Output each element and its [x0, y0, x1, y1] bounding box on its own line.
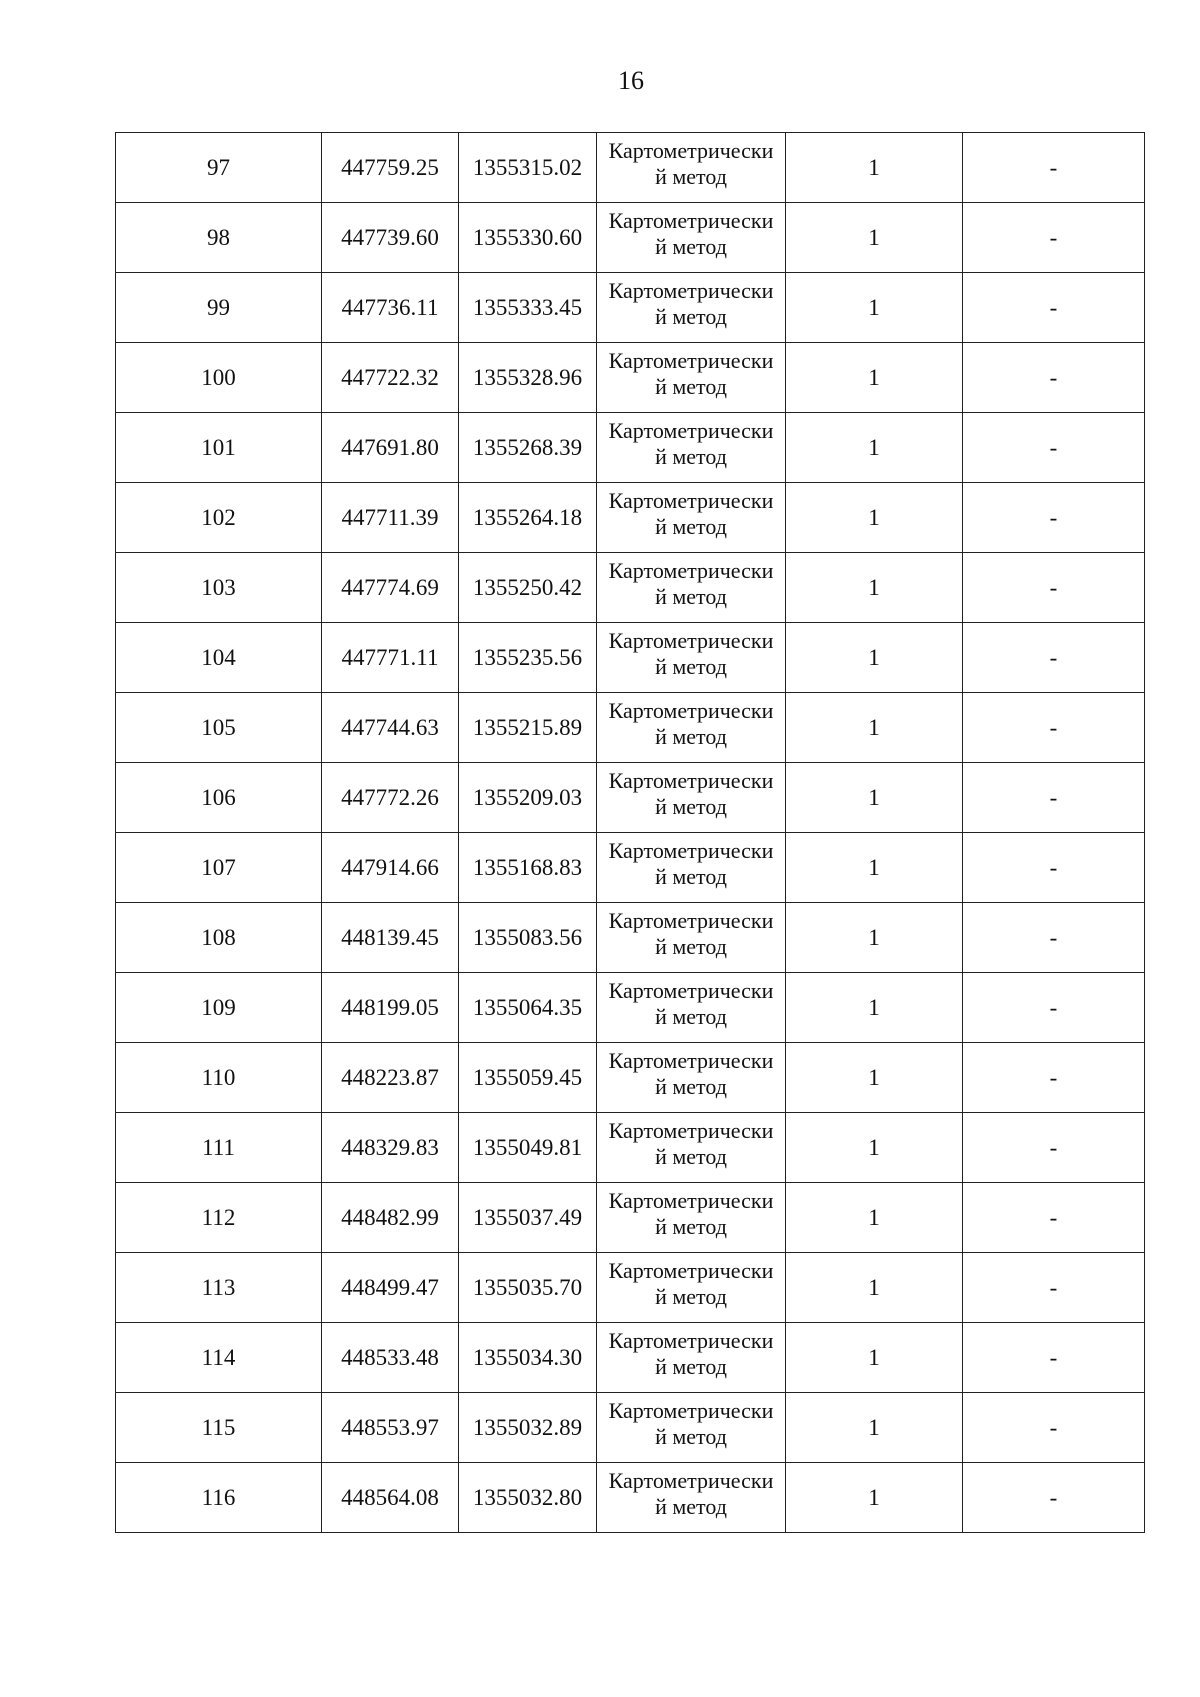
method-text-line-1: Картометрически: [608, 977, 774, 1003]
accuracy-cell: 1: [786, 203, 963, 273]
x-coordinate-cell: 447759.25: [322, 133, 459, 203]
table-row: [116, 1183, 1145, 1253]
method-cell: [597, 1463, 786, 1533]
accuracy-cell: 1: [786, 973, 963, 1043]
note-cell: -: [963, 413, 1145, 483]
note-cell: -: [963, 903, 1145, 973]
x-coordinate-cell: 448499.47: [322, 1253, 459, 1323]
note-cell: -: [963, 1323, 1145, 1393]
method-text-line-2: й метод: [655, 233, 727, 259]
method-text-line-2: й метод: [655, 1423, 727, 1449]
accuracy-cell: 1: [786, 1183, 963, 1253]
method-text-line-1: Картометрически: [608, 1187, 774, 1213]
table-row: [116, 553, 1145, 623]
table-row: [116, 903, 1145, 973]
method-cell: [597, 903, 786, 973]
accuracy-cell: 1: [786, 833, 963, 903]
note-cell: -: [963, 483, 1145, 553]
method-cell: [597, 763, 786, 833]
note-cell: -: [963, 1393, 1145, 1463]
note-cell: -: [963, 133, 1145, 203]
accuracy-cell: 1: [786, 273, 963, 343]
table-row: [116, 1323, 1145, 1393]
note-cell: -: [963, 1183, 1145, 1253]
method-text-line-2: й метод: [655, 1143, 727, 1169]
accuracy-cell: 1: [786, 343, 963, 413]
point-number-cell: 110: [116, 1043, 322, 1113]
y-coordinate-cell: 1355333.45: [459, 273, 597, 343]
page-number: 16: [618, 66, 644, 95]
method-text-line-1: Картометрически: [608, 767, 774, 793]
point-number-cell: 102: [116, 483, 322, 553]
x-coordinate-cell: 448482.99: [322, 1183, 459, 1253]
y-coordinate-cell: 1355264.18: [459, 483, 597, 553]
accuracy-cell: 1: [786, 1393, 963, 1463]
y-coordinate-cell: 1355209.03: [459, 763, 597, 833]
accuracy-cell: 1: [786, 553, 963, 623]
table-row: [116, 1113, 1145, 1183]
x-coordinate-cell: 448329.83: [322, 1113, 459, 1183]
method-text-line-2: й метод: [655, 933, 727, 959]
table-row: [116, 1043, 1145, 1113]
method-text-line-2: й метод: [655, 1283, 727, 1309]
method-cell: [597, 623, 786, 693]
method-cell: [597, 693, 786, 763]
y-coordinate-cell: 1355250.42: [459, 553, 597, 623]
method-cell: [597, 413, 786, 483]
y-coordinate-cell: 1355032.80: [459, 1463, 597, 1533]
accuracy-cell: 1: [786, 623, 963, 693]
y-coordinate-cell: 1355035.70: [459, 1253, 597, 1323]
x-coordinate-cell: 447744.63: [322, 693, 459, 763]
method-text-line-2: й метод: [655, 303, 727, 329]
method-text-line-1: Картометрически: [608, 1257, 774, 1283]
note-cell: -: [963, 1463, 1145, 1533]
table-row: [116, 413, 1145, 483]
point-number-cell: 103: [116, 553, 322, 623]
table-row: [116, 273, 1145, 343]
method-text-line-1: Картометрически: [608, 627, 774, 653]
method-text-line-2: й метод: [655, 723, 727, 749]
table-row: [116, 1253, 1145, 1323]
point-number-cell: 108: [116, 903, 322, 973]
point-number-cell: 104: [116, 623, 322, 693]
method-cell: [597, 1323, 786, 1393]
point-number-cell: 115: [116, 1393, 322, 1463]
accuracy-cell: 1: [786, 1113, 963, 1183]
point-number-cell: 100: [116, 343, 322, 413]
x-coordinate-cell: 447771.11: [322, 623, 459, 693]
method-cell: [597, 133, 786, 203]
y-coordinate-cell: 1355083.56: [459, 903, 597, 973]
method-text-line-1: Картометрически: [608, 1047, 774, 1073]
method-cell: [597, 1043, 786, 1113]
x-coordinate-cell: 448553.97: [322, 1393, 459, 1463]
method-text-line-2: й метод: [655, 1493, 727, 1519]
y-coordinate-cell: 1355064.35: [459, 973, 597, 1043]
point-number-cell: 111: [116, 1113, 322, 1183]
method-cell: [597, 1393, 786, 1463]
table-row: [116, 343, 1145, 413]
coordinates-table-body: [116, 133, 1145, 1533]
table-row: [116, 833, 1145, 903]
point-number-cell: 99: [116, 273, 322, 343]
method-cell: [597, 483, 786, 553]
method-cell: [597, 273, 786, 343]
method-text-line-1: Картометрически: [608, 1397, 774, 1423]
method-text-line-1: Картометрически: [608, 907, 774, 933]
point-number-cell: 98: [116, 203, 322, 273]
point-number-cell: 113: [116, 1253, 322, 1323]
table-row: [116, 693, 1145, 763]
x-coordinate-cell: 447774.69: [322, 553, 459, 623]
point-number-cell: 106: [116, 763, 322, 833]
y-coordinate-cell: 1355034.30: [459, 1323, 597, 1393]
note-cell: -: [963, 763, 1145, 833]
method-cell: [597, 343, 786, 413]
method-cell: [597, 1183, 786, 1253]
point-number-cell: 116: [116, 1463, 322, 1533]
accuracy-cell: 1: [786, 1463, 963, 1533]
y-coordinate-cell: 1355168.83: [459, 833, 597, 903]
note-cell: -: [963, 1253, 1145, 1323]
x-coordinate-cell: 447739.60: [322, 203, 459, 273]
accuracy-cell: 1: [786, 903, 963, 973]
accuracy-cell: 1: [786, 1323, 963, 1393]
x-coordinate-cell: 448223.87: [322, 1043, 459, 1113]
note-cell: -: [963, 553, 1145, 623]
coordinates-table: [115, 132, 1145, 1533]
note-cell: -: [963, 203, 1145, 273]
method-text-line-1: Картометрически: [608, 137, 774, 163]
accuracy-cell: 1: [786, 413, 963, 483]
accuracy-cell: 1: [786, 483, 963, 553]
y-coordinate-cell: 1355032.89: [459, 1393, 597, 1463]
accuracy-cell: 1: [786, 1043, 963, 1113]
note-cell: -: [963, 273, 1145, 343]
method-cell: [597, 1253, 786, 1323]
accuracy-cell: 1: [786, 1253, 963, 1323]
table-row: [116, 483, 1145, 553]
accuracy-cell: 1: [786, 133, 963, 203]
method-text-line-1: Картометрически: [608, 487, 774, 513]
point-number-cell: 114: [116, 1323, 322, 1393]
table-row: [116, 1463, 1145, 1533]
method-text-line-1: Картометрически: [608, 347, 774, 373]
method-cell: [597, 1113, 786, 1183]
x-coordinate-cell: 447691.80: [322, 413, 459, 483]
y-coordinate-cell: 1355328.96: [459, 343, 597, 413]
point-number-cell: 105: [116, 693, 322, 763]
method-text-line-2: й метод: [655, 373, 727, 399]
accuracy-cell: 1: [786, 693, 963, 763]
method-text-line-2: й метод: [655, 1003, 727, 1029]
x-coordinate-cell: 447722.32: [322, 343, 459, 413]
method-text-line-1: Картометрически: [608, 417, 774, 443]
accuracy-cell: 1: [786, 763, 963, 833]
x-coordinate-cell: 448564.08: [322, 1463, 459, 1533]
method-text-line-2: й метод: [655, 1073, 727, 1099]
x-coordinate-cell: 448533.48: [322, 1323, 459, 1393]
y-coordinate-cell: 1355059.45: [459, 1043, 597, 1113]
method-cell: [597, 833, 786, 903]
table-row: [116, 763, 1145, 833]
method-cell: [597, 203, 786, 273]
point-number-cell: 101: [116, 413, 322, 483]
table-row: [116, 623, 1145, 693]
method-text-line-1: Картометрически: [608, 1117, 774, 1143]
y-coordinate-cell: 1355235.56: [459, 623, 597, 693]
table-row: [116, 203, 1145, 273]
table-row: [116, 973, 1145, 1043]
method-cell: [597, 973, 786, 1043]
y-coordinate-cell: 1355049.81: [459, 1113, 597, 1183]
method-text-line-1: Картометрически: [608, 697, 774, 723]
method-text-line-2: й метод: [655, 163, 727, 189]
x-coordinate-cell: 447736.11: [322, 273, 459, 343]
point-number-cell: 97: [116, 133, 322, 203]
method-text-line-2: й метод: [655, 1353, 727, 1379]
method-text-line-2: й метод: [655, 653, 727, 679]
method-text-line-2: й метод: [655, 513, 727, 539]
method-text-line-2: й метод: [655, 1213, 727, 1239]
note-cell: -: [963, 1043, 1145, 1113]
x-coordinate-cell: 448139.45: [322, 903, 459, 973]
x-coordinate-cell: 448199.05: [322, 973, 459, 1043]
y-coordinate-cell: 1355215.89: [459, 693, 597, 763]
method-text-line-2: й метод: [655, 443, 727, 469]
note-cell: -: [963, 973, 1145, 1043]
method-text-line-1: Картометрически: [608, 1467, 774, 1493]
point-number-cell: 107: [116, 833, 322, 903]
method-text-line-1: Картометрически: [608, 837, 774, 863]
note-cell: -: [963, 343, 1145, 413]
table-row: [116, 133, 1145, 203]
x-coordinate-cell: 447914.66: [322, 833, 459, 903]
method-text-line-1: Картометрически: [608, 277, 774, 303]
note-cell: -: [963, 693, 1145, 763]
table-row: [116, 1393, 1145, 1463]
method-text-line-1: Картометрически: [608, 207, 774, 233]
note-cell: -: [963, 623, 1145, 693]
method-cell: [597, 553, 786, 623]
method-text-line-2: й метод: [655, 793, 727, 819]
y-coordinate-cell: 1355315.02: [459, 133, 597, 203]
method-text-line-1: Картометрически: [608, 1327, 774, 1353]
method-text-line-2: й метод: [655, 583, 727, 609]
x-coordinate-cell: 447772.26: [322, 763, 459, 833]
note-cell: -: [963, 1113, 1145, 1183]
y-coordinate-cell: 1355037.49: [459, 1183, 597, 1253]
point-number-cell: 109: [116, 973, 322, 1043]
y-coordinate-cell: 1355268.39: [459, 413, 597, 483]
point-number-cell: 112: [116, 1183, 322, 1253]
method-text-line-1: Картометрически: [608, 557, 774, 583]
method-text-line-2: й метод: [655, 863, 727, 889]
y-coordinate-cell: 1355330.60: [459, 203, 597, 273]
note-cell: -: [963, 833, 1145, 903]
x-coordinate-cell: 447711.39: [322, 483, 459, 553]
